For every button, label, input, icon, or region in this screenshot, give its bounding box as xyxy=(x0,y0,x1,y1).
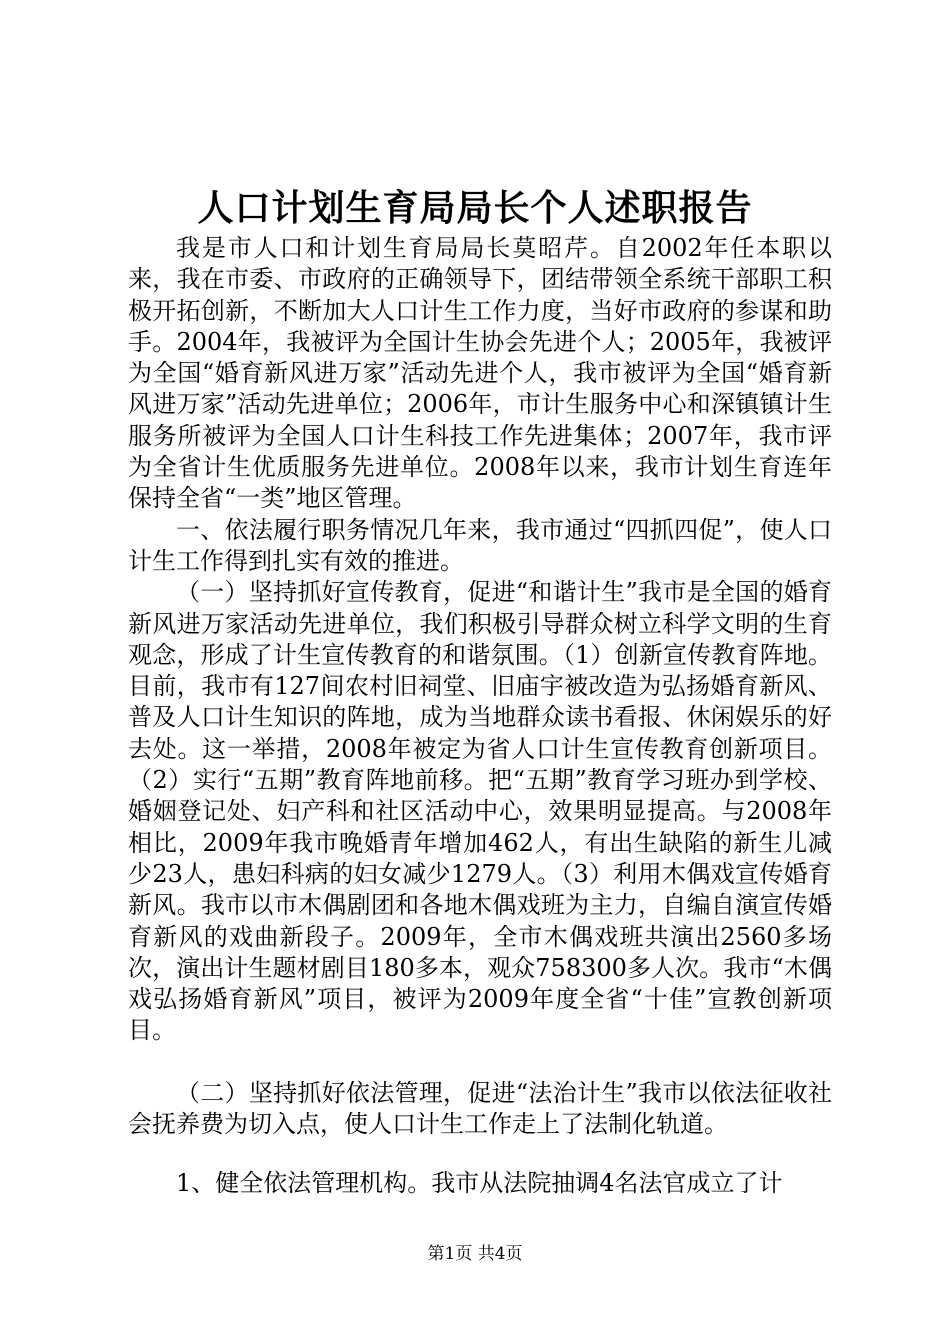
document-body xyxy=(128,233,832,1200)
paragraph-legal-agency: 1、健全依法管理机构。我市从法院抽调4名法官成立了计 xyxy=(176,1169,783,1198)
page-number-footer: 第1页 共4页 xyxy=(427,1244,523,1264)
paragraph-section-one: 一、依法履行职务情况几年来，我市通过“四抓四促”，使人口计生工作得到扎实有效的推进。 xyxy=(128,515,832,575)
paragraph-propaganda: （一）坚持抓好宣传教育，促进“和谐计生”我市是全国的婚育新风进万家活动先进单位，我们积极引导群众树立科学文明的生育观念，形成了计生宣传教育的和谐氛围。（1）创新宣传教育阵地。目前，我市有127间农村旧祠堂、旧庙宇被改造为弘扬婚育新风、普及人口计生知识的阵地，成为当地群众读书看报、休闲娱乐的好去处。这一举措，2008年被定为省人口计生宣传教育创新项目。（2）实行“五期”教育阵地前移。把“五期”教育学习班办到学校、婚姻登记处、妇产科和社区活动中心，效果明显提高。与2008年相比，2009年我市晚婚青年增加462人，有出生缺陷的新生儿减少23人，患妇科病的妇女减少1279人。（3）利用木偶戏宣传婚育新风。我市以市木偶剧团和各地木偶戏班为主力，自编自演宣传婚育新风的戏曲新段子。2009年，全市木偶戏班共演出2560多场次，演出计生题材剧目180多本，观众758300多人次。我市“木偶戏弘扬婚育新风”项目，被评为2009年度全省“十佳”宣教创新项目。 xyxy=(128,578,832,1045)
paragraph-intro: 我是市人口和计划生育局局长莫昭芹。自2002年任本职以来，我在市委、市政府的正确领导下，团结带领全系统干部职工积极开拓创新，不断加大人口计生工作力度，当好市政府的参谋和助手。2004年，我被评为全国计生协会先进个人；2005年，我被评为全国“婚育新风进万家”活动先进个人，我市被评为全国“婚育新风进万家”活动先进单位；2006年，市计生服务中心和深镇镇计生服务所被评为全国人口计生科技工作先进集体；2007年，我市评为全省计生优质服务先进单位。2008年以来，我市计划生育连年保持全省“一类”地区管理。 xyxy=(128,234,832,513)
paragraph-legal-management: （二）坚持抓好依法管理，促进“法治计生”我市以依法征收社会抚养费为切入点，使人口计生工作走上了法制化轨道。 xyxy=(128,1078,832,1139)
document-title: 人口计划生育局局长个人述职报告 xyxy=(197,187,753,229)
